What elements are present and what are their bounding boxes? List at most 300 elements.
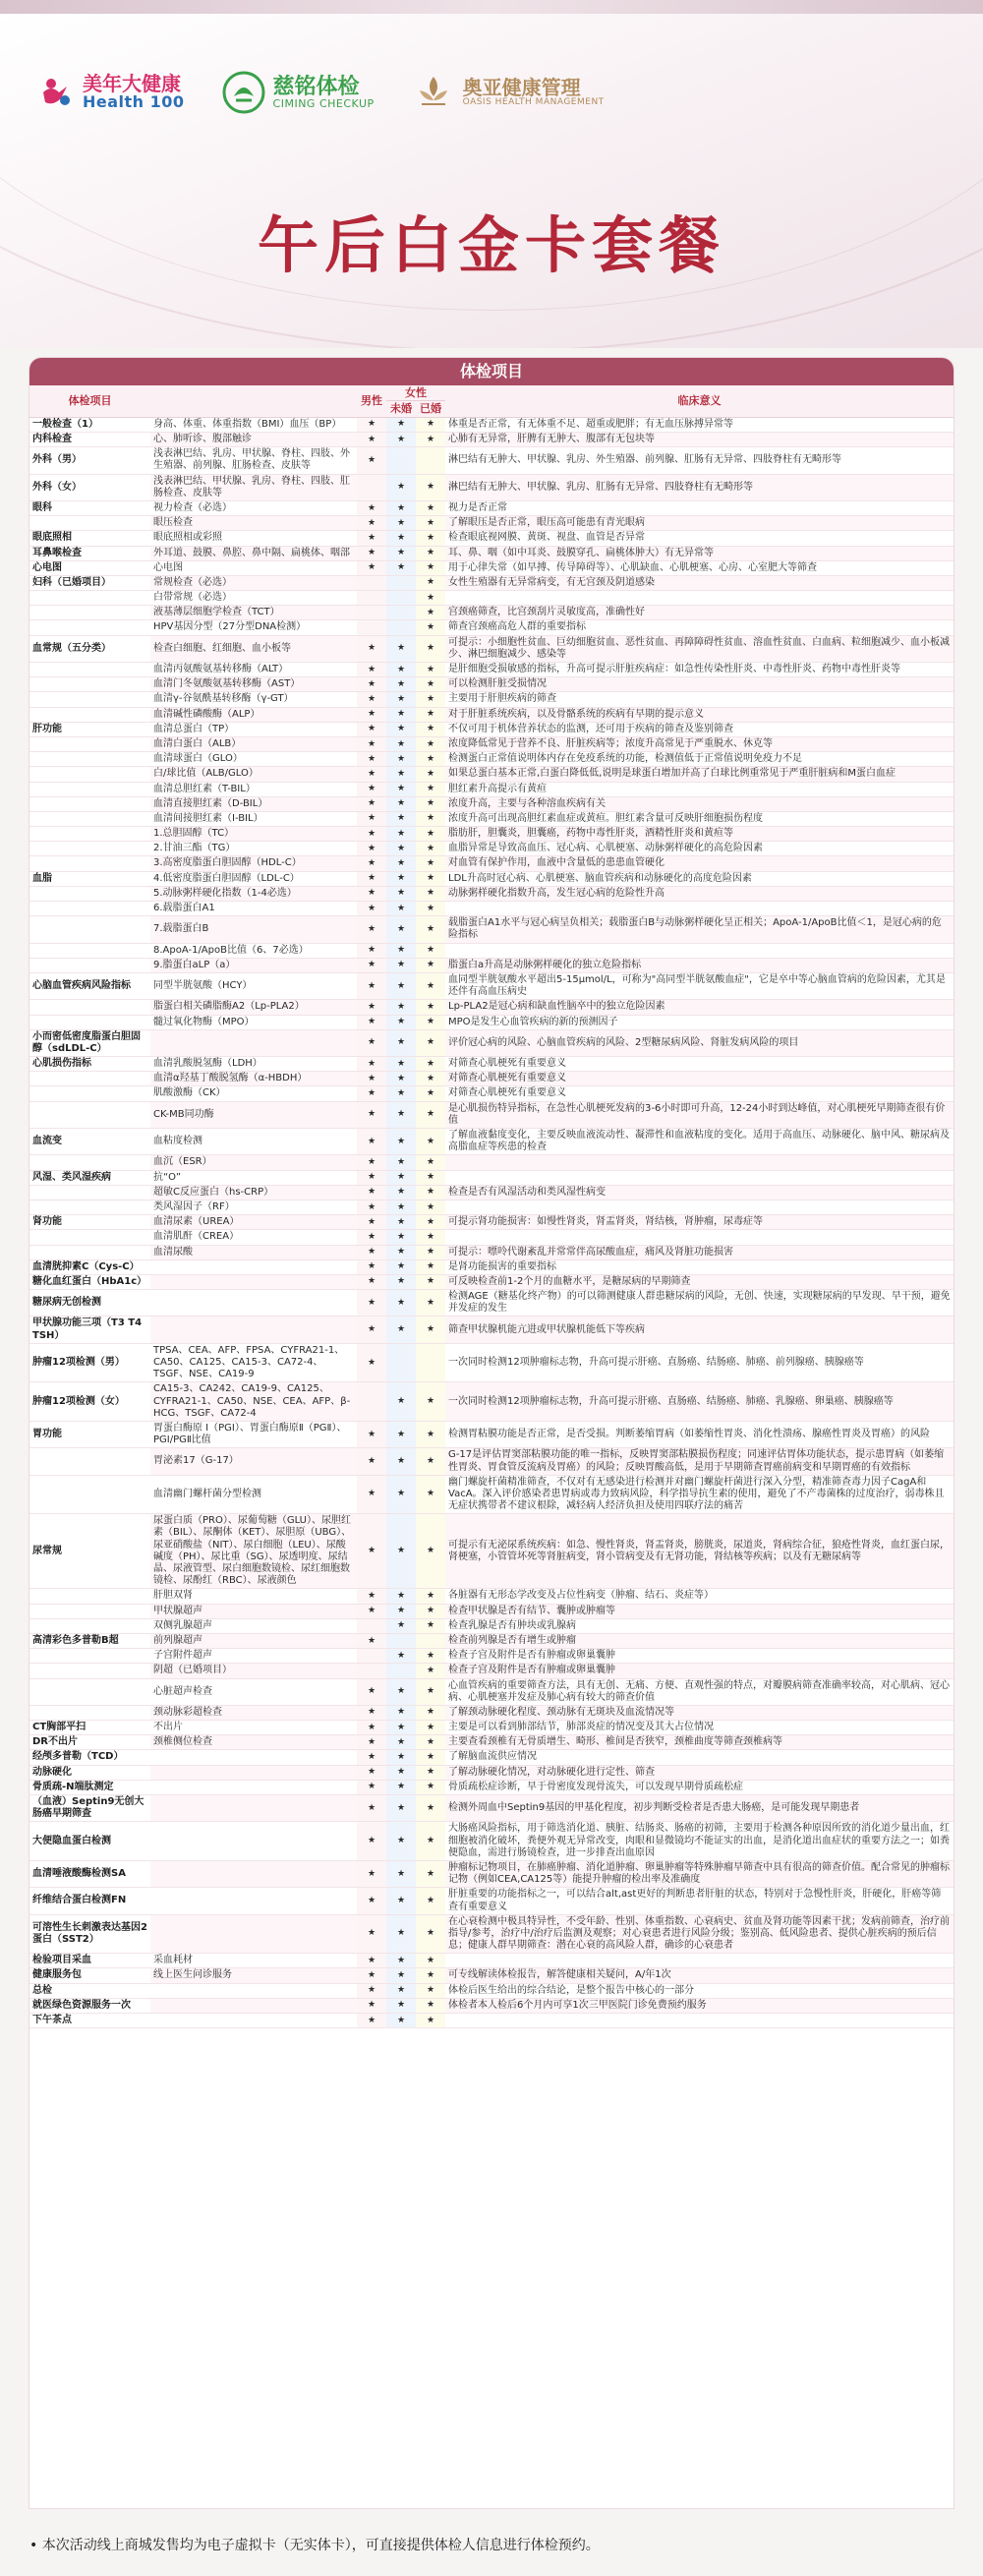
clinical-cell: 是肝细胞受损敏感的指标，升高可提示肝脏疾病症：如急性传染性肝炎、中毒性肝炎、药物中毒性肝炎等 (445, 663, 954, 677)
unmarried-mark: ★ (386, 1968, 416, 1983)
male-mark: ★ (357, 1200, 386, 1214)
table-row (29, 531, 954, 546)
unmarried-mark: ★ (386, 433, 416, 447)
table-row (29, 1514, 954, 1589)
unmarried-mark: ★ (386, 692, 416, 707)
item-cell: 心脏超声检查 (150, 1678, 357, 1705)
male-mark: ★ (357, 736, 386, 751)
table-row (29, 1029, 954, 1056)
category-cell: 下午茶点 (29, 2014, 150, 2028)
item-cell: 4.低密度脂蛋白胆固醇（LDL-C） (150, 871, 357, 886)
item-cell: 抗“O” (150, 1170, 357, 1185)
table-row (29, 1649, 954, 1664)
male-mark: ★ (357, 796, 386, 811)
male-mark: ★ (357, 1954, 386, 1968)
married-mark: ★ (416, 916, 445, 943)
table-row (29, 958, 954, 972)
item-cell: 肝胆双肾 (150, 1589, 357, 1604)
package-table (29, 385, 954, 2028)
married-mark: ★ (416, 1795, 445, 1822)
category-cell: 糖尿病无创检测 (29, 1290, 150, 1317)
clinical-cell: MPO是发生心血管疾病的新的预测因子 (445, 1015, 954, 1029)
table-row (29, 1998, 954, 2013)
unmarried-mark: ★ (386, 1185, 416, 1200)
header-clinical: 临床意义 (445, 385, 954, 417)
male-mark: ★ (357, 1860, 386, 1887)
married-mark: ★ (416, 972, 445, 999)
item-cell: 血清总胆红素（T-BIL） (150, 782, 357, 796)
married-mark: ★ (416, 1954, 445, 1968)
table-row (29, 575, 954, 590)
married-mark: ★ (416, 811, 445, 826)
category-cell (29, 782, 150, 796)
clinical-cell: 检测胃粘膜功能是否正常，是否受损。判断萎缩胃病（如萎缩性胃炎、消化性溃疡、腺癌性胃炎及胃癌）的风险 (445, 1421, 954, 1447)
table-row (29, 1200, 954, 1214)
category-cell: 肝功能 (29, 722, 150, 736)
clinical-cell: 心肺有无异常，肝脾有无肿大、腹部有无包块等 (445, 433, 954, 447)
item-cell: CK-MB同功酶 (150, 1101, 357, 1128)
clinical-cell: 体检者本人检后6个月内可享1次三甲医院门诊免费预约服务 (445, 1998, 954, 2013)
category-cell: 血清胱抑素C（Cys-C） (29, 1259, 150, 1274)
married-mark: ★ (416, 1983, 445, 1998)
male-mark (357, 575, 386, 590)
male-mark (357, 1618, 386, 1633)
item-cell: 血清门冬氨酸氨基转移酶（AST） (150, 677, 357, 692)
brand-name-en: Health 100 (83, 92, 185, 112)
table-row (29, 736, 954, 751)
clinical-cell: 筛查宫颈癌高危人群的重要指标 (445, 620, 954, 635)
male-mark: ★ (357, 1274, 386, 1289)
brand-logos (39, 71, 605, 114)
married-mark: ★ (416, 752, 445, 767)
unmarried-mark (386, 1633, 416, 1648)
clinical-cell (445, 943, 954, 958)
item-cell: 子宫附件超声 (150, 1649, 357, 1664)
unmarried-mark: ★ (386, 1983, 416, 1998)
table-row (29, 1589, 954, 1604)
clinical-cell: 用于心律失常（如早搏、传导障碍等）、心肌缺血、心肌梗塞、心房、心室肥大等筛查 (445, 560, 954, 575)
table-row (29, 1983, 954, 1998)
category-cell (29, 811, 150, 826)
table-row (29, 1343, 954, 1382)
category-cell: 健康服务包 (29, 1968, 150, 1983)
table-row (29, 1382, 954, 1422)
male-mark: ★ (357, 560, 386, 575)
male-mark: ★ (357, 1086, 386, 1101)
brand-name-en: CIMING CHECKUP (272, 96, 375, 110)
category-cell (29, 516, 150, 531)
unmarried-mark: ★ (386, 1317, 416, 1343)
married-mark: ★ (416, 1290, 445, 1317)
table-row (29, 1317, 954, 1343)
category-cell (29, 1678, 150, 1705)
brand-name: 美年大健康 (83, 72, 181, 96)
header-male: 男性 (357, 385, 386, 417)
category-cell: 血清唾液酸酶检测SA (29, 1860, 150, 1887)
item-cell (150, 1765, 357, 1780)
married-mark: ★ (416, 606, 445, 620)
unmarried-mark: ★ (386, 1822, 416, 1861)
married-mark: ★ (416, 1274, 445, 1289)
unmarried-mark (386, 575, 416, 590)
header-banner (0, 14, 983, 348)
category-cell (29, 736, 150, 751)
item-cell: 9.脂蛋白aLP（a） (150, 958, 357, 972)
category-cell (29, 752, 150, 767)
category-cell (29, 692, 150, 707)
category-cell (29, 1705, 150, 1720)
married-mark: ★ (416, 1155, 445, 1170)
unmarried-mark (386, 620, 416, 635)
clinical-cell: 可提示有无泌尿系统疾病：如急、慢性肾炎，肾盂肾炎，膀胱炎，尿道炎，肾病综合征，狼疮性肾炎，血红蛋白尿，肾梗塞，小管管坏死等肾脏病变，肾小管病变及有无肾功能，肾结核等疾病；以及有无糖尿病等 (445, 1514, 954, 1589)
brand-ciming (222, 71, 375, 114)
category-cell (29, 677, 150, 692)
married-mark (416, 1343, 445, 1382)
clinical-cell: 大肠癌风险指标，用于筛选消化道、胰脏、结肠炎、肠癌的初筛，主要用于检测各种原因所致的消化道少量出血，红细胞被消化破坏，粪便外观无异常改变，肉眼和显微镜均不能证实的出血，是消化道出血症状的重要方法之一；如粪便隐血，需进行肠镜检查，进一步排查出血原因 (445, 1822, 954, 1861)
married-mark: ★ (416, 1101, 445, 1128)
item-cell (150, 1780, 357, 1794)
item-cell: 1.总胆固醇（TC） (150, 827, 357, 842)
item-cell: 甲状腺超声 (150, 1604, 357, 1618)
unmarried-mark: ★ (386, 635, 416, 662)
married-mark: ★ (416, 1618, 445, 1633)
table-row (29, 1155, 954, 1170)
table-body (29, 417, 954, 2027)
item-cell (150, 1029, 357, 1056)
category-cell (29, 1589, 150, 1604)
item-cell: 脂蛋白相关磷脂酶A2（Lp-PLA2） (150, 1000, 357, 1015)
male-mark: ★ (357, 635, 386, 662)
clinical-cell: 检查乳腺是否有肿块或乳腺病 (445, 1618, 954, 1633)
category-cell (29, 620, 150, 635)
table-row (29, 1015, 954, 1029)
table-row (29, 677, 954, 692)
clinical-cell (445, 1155, 954, 1170)
male-mark: ★ (357, 1343, 386, 1382)
married-mark: ★ (416, 1705, 445, 1720)
table-row (29, 972, 954, 999)
clinical-cell: 视力是否正常 (445, 500, 954, 515)
unmarried-mark: ★ (386, 474, 416, 500)
item-cell: 血清肌酐（CREA） (150, 1230, 357, 1245)
married-mark: ★ (416, 1860, 445, 1887)
table-row (29, 560, 954, 575)
unmarried-mark: ★ (386, 1914, 416, 1954)
married-mark: ★ (416, 591, 445, 606)
male-mark: ★ (357, 1678, 386, 1705)
item-cell: 采血耗材 (150, 1954, 357, 1968)
table-row (29, 1765, 954, 1780)
male-mark: ★ (357, 447, 386, 474)
category-cell: 高清彩色多普勒B超 (29, 1633, 150, 1648)
male-mark: ★ (357, 1000, 386, 1015)
clinical-cell: 浓度升高，主要与各种溶血疾病有关 (445, 796, 954, 811)
male-mark: ★ (357, 1185, 386, 1200)
unmarried-mark (386, 1664, 416, 1678)
clinical-cell: 了解血液黏度变化，主要反映血液流动性、凝滞性和血液粘度的变化。适用于高血压、动脉硬化、脑中风、糖尿病及高脂血症等疾患的检查 (445, 1129, 954, 1155)
clinical-cell (445, 591, 954, 606)
table-row (29, 1086, 954, 1101)
item-cell: 7.载脂蛋白B (150, 916, 357, 943)
married-mark: ★ (416, 1448, 445, 1475)
unmarried-mark: ★ (386, 2014, 416, 2028)
unmarried-mark: ★ (386, 1015, 416, 1029)
unmarried-mark: ★ (386, 663, 416, 677)
item-cell: 5.动脉粥样硬化指数（1-4必选） (150, 886, 357, 901)
male-mark: ★ (357, 1721, 386, 1735)
married-mark: ★ (416, 635, 445, 662)
category-cell: 一般检查（1） (29, 417, 150, 432)
unmarried-mark: ★ (386, 886, 416, 901)
married-mark: ★ (416, 2014, 445, 2028)
male-mark: ★ (357, 1259, 386, 1274)
married-mark: ★ (416, 474, 445, 500)
unmarried-mark: ★ (386, 516, 416, 531)
clinical-cell (445, 902, 954, 916)
unmarried-mark: ★ (386, 1954, 416, 1968)
category-cell (29, 1618, 150, 1633)
table-row (29, 1678, 954, 1705)
unmarried-mark: ★ (386, 796, 416, 811)
male-mark: ★ (357, 1072, 386, 1086)
male-mark: ★ (357, 1604, 386, 1618)
clinical-cell: 检查甲状腺是否有结节、囊肿或肿瘤等 (445, 1604, 954, 1618)
table-row (29, 827, 954, 842)
item-cell: 白/球比值（ALB/GLO） (150, 767, 357, 782)
unmarried-mark: ★ (386, 1245, 416, 1259)
table-row (29, 1633, 954, 1648)
married-mark: ★ (416, 782, 445, 796)
item-cell: 线上医生问诊服务 (150, 1968, 357, 1983)
table-row (29, 722, 954, 736)
male-mark (357, 620, 386, 635)
table-row (29, 546, 954, 560)
category-cell: 妇科（已婚项目） (29, 575, 150, 590)
male-mark: ★ (357, 1421, 386, 1447)
unmarried-mark (386, 447, 416, 474)
category-cell (29, 958, 150, 972)
married-mark: ★ (416, 958, 445, 972)
male-mark: ★ (357, 1129, 386, 1155)
ciming-logo-icon (222, 71, 265, 114)
table-row (29, 886, 954, 901)
item-cell: 浅表淋巴结、乳房、甲状腺、脊柱、四肢、外生殖器、前列腺、肛肠检查、皮肤等 (150, 447, 357, 474)
male-mark: ★ (357, 902, 386, 916)
married-mark (416, 1633, 445, 1648)
married-mark: ★ (416, 736, 445, 751)
category-cell: 内科检查 (29, 433, 150, 447)
married-mark: ★ (416, 856, 445, 871)
table-row (29, 1604, 954, 1618)
item-cell: 血粘度检测 (150, 1129, 357, 1155)
table-row (29, 1664, 954, 1678)
unmarried-mark: ★ (386, 972, 416, 999)
unmarried-mark: ★ (386, 958, 416, 972)
item-cell: 髓过氧化物酶（MPO） (150, 1015, 357, 1029)
item-cell: 前列腺超声 (150, 1633, 357, 1648)
item-cell (150, 1795, 357, 1822)
male-mark: ★ (357, 972, 386, 999)
item-cell: 血清球蛋白（GLO） (150, 752, 357, 767)
unmarried-mark: ★ (386, 417, 416, 432)
unmarried-mark: ★ (386, 1000, 416, 1015)
married-mark: ★ (416, 842, 445, 856)
married-mark: ★ (416, 1215, 445, 1230)
item-cell: CA15-3、CA242、CA19-9、CA125、CYFRA21-1、CA50、NSE、CEA、AFP、β-HCG、TSGF、CA72-4 (150, 1382, 357, 1422)
married-mark: ★ (416, 1382, 445, 1422)
married-mark: ★ (416, 1200, 445, 1214)
table-row (29, 1822, 954, 1861)
married-mark: ★ (416, 796, 445, 811)
item-cell: 8.ApoA-1/ApoB比值（6、7必选） (150, 943, 357, 958)
category-cell: 小而密低密度脂蛋白胆固醇（sdLDL-C） (29, 1029, 150, 1056)
table-row (29, 1185, 954, 1200)
married-mark: ★ (416, 1735, 445, 1750)
married-mark: ★ (416, 943, 445, 958)
clinical-cell: 一次同时检测12项肿瘤标志物，升高可提示肝癌、直肠癌、结肠癌、肺癌、乳腺癌、卵巢癌、胰腺癌等 (445, 1382, 954, 1422)
married-mark: ★ (416, 902, 445, 916)
clinical-cell: 检查子宫及附件是否有肿瘤或卵巢囊肿 (445, 1664, 954, 1678)
item-cell: 血清幽门螺杆菌分型检测 (150, 1475, 357, 1514)
category-cell: 风湿、类风湿疾病 (29, 1170, 150, 1185)
table-row (29, 663, 954, 677)
male-mark: ★ (357, 1589, 386, 1604)
clinical-cell: 检测外周血中Septin9基因的甲基化程度，初步判断受检者是否患大肠癌，是可能发现早期患者 (445, 1795, 954, 1822)
unmarried-mark: ★ (386, 1678, 416, 1705)
clinical-cell: 淋巴结有无肿大、甲状腺、乳房、肛肠有无异常、四肢脊柱有无畸形等 (445, 474, 954, 500)
clinical-cell: 耳、鼻、咽（如中耳炎、鼓膜穿孔、扁桃体肿大）有无异常等 (445, 546, 954, 560)
clinical-cell: 可反映检查前1-2个月的血糖水平，是糖尿病的早期筛查 (445, 1274, 954, 1289)
clinical-cell: 血同型半胱氨酸水平超出5-15μmol/L，可称为"高同型半胱氨酸血症"，它是卒中等心脑血管病的危险因素，尤其是还伴有高血压病史 (445, 972, 954, 999)
category-cell: 血流变 (29, 1129, 150, 1155)
unmarried-mark: ★ (386, 752, 416, 767)
married-mark: ★ (416, 1259, 445, 1274)
married-mark: ★ (416, 433, 445, 447)
category-cell (29, 856, 150, 871)
clinical-cell: 检查前列腺是否有增生或肿瘤 (445, 1633, 954, 1648)
male-mark: ★ (357, 752, 386, 767)
male-mark: ★ (357, 1155, 386, 1170)
male-mark: ★ (357, 958, 386, 972)
clinical-cell: 检测AGE（糖基化终产物）的可以筛测健康人群患糖尿病的风险，无创、快速，实现糖尿病的早发现、早干预，避免并发症的发生 (445, 1290, 954, 1317)
unmarried-mark: ★ (386, 707, 416, 722)
clinical-cell: 脂肪肝，胆囊炎，胆囊癌，药物中毒性肝炎，酒精性肝炎和黄疸等 (445, 827, 954, 842)
unmarried-mark: ★ (386, 871, 416, 886)
item-cell (150, 1750, 357, 1765)
married-mark: ★ (416, 1664, 445, 1678)
category-cell: 纤维结合蛋白检测FN (29, 1888, 150, 1914)
unmarried-mark: ★ (386, 546, 416, 560)
category-cell: 大便隐血蛋白检测 (29, 1822, 150, 1861)
table-row (29, 591, 954, 606)
table-row (29, 1245, 954, 1259)
item-cell: 白带常规（必选） (150, 591, 357, 606)
table-row (29, 943, 954, 958)
clinical-cell (445, 1200, 954, 1214)
clinical-cell: 一次同时检测12项肿瘤标志物，升高可提示肝癌、直肠癌、结肠癌、肺癌、前列腺癌、胰腺癌等 (445, 1343, 954, 1382)
page-title: 午后白金卡套餐 (257, 209, 725, 281)
unmarried-mark: ★ (386, 1795, 416, 1822)
item-cell (150, 1983, 357, 1998)
item-cell (150, 1290, 357, 1317)
unmarried-mark: ★ (386, 811, 416, 826)
category-cell: 耳鼻喉检查 (29, 546, 150, 560)
male-mark: ★ (357, 1968, 386, 1983)
male-mark: ★ (357, 856, 386, 871)
category-cell (29, 943, 150, 958)
clinical-cell (445, 1170, 954, 1185)
table-row (29, 2014, 954, 2028)
clinical-cell: 对筛查心肌梗死有重要意义 (445, 1086, 954, 1101)
unmarried-mark: ★ (386, 677, 416, 692)
item-cell: 血清尿素（UREA） (150, 1215, 357, 1230)
category-cell: 肿瘤12项检测（女） (29, 1382, 150, 1422)
male-mark: ★ (357, 811, 386, 826)
clinical-cell: 肿瘤标记物项目，在肺癌肿瘤、消化道肿瘤、卵巢肿瘤等特殊肿瘤早筛查中具有很高的筛查价值。配合常见的肿瘤标记物（例如CEA,CA125等）能提升肿瘤的检出率及准确度 (445, 1860, 954, 1887)
item-cell: HPV基因分型（27分型DNA检测） (150, 620, 357, 635)
item-cell: 血清乳酸脱氢酶（LDH） (150, 1057, 357, 1072)
male-mark: ★ (357, 1914, 386, 1954)
male-mark: ★ (357, 1705, 386, 1720)
item-cell: 阴超（已婚项目） (150, 1664, 357, 1678)
unmarried-mark: ★ (386, 1589, 416, 1604)
married-mark: ★ (416, 1604, 445, 1618)
top-decor-bar (0, 0, 983, 14)
clinical-cell: 可提示：嘌呤代谢紊乱并常常伴高尿酸血症，痛风及肾脏功能损害 (445, 1245, 954, 1259)
category-cell: CT胸部平扫 (29, 1721, 150, 1735)
item-cell: 颈动脉彩超检查 (150, 1705, 357, 1720)
male-mark: ★ (357, 842, 386, 856)
item-cell: 血清碱性磷酸酶（ALP） (150, 707, 357, 722)
item-cell: 血清γ-谷氨酰基转移酶（γ-GT） (150, 692, 357, 707)
male-mark: ★ (357, 677, 386, 692)
married-mark: ★ (416, 417, 445, 432)
table-row (29, 1780, 954, 1794)
male-mark: ★ (357, 1448, 386, 1475)
table-row (29, 1101, 954, 1128)
unmarried-mark: ★ (386, 1514, 416, 1589)
unmarried-mark: ★ (386, 1780, 416, 1794)
category-cell: 眼科 (29, 500, 150, 515)
item-cell: 液基薄层细胞学检查（TCT） (150, 606, 357, 620)
brand-name: 慈铭体检 (272, 74, 360, 99)
table-row (29, 1860, 954, 1887)
clinical-cell: 检测蛋白正常值说明体内存在免疫系统的功能，检测值低于正常值说明免疫力不足 (445, 752, 954, 767)
oasis-logo-icon (412, 71, 455, 114)
item-cell: 身高、体重、体重指数（BMI）血压（BP） (150, 417, 357, 432)
item-cell: 眼底照相或彩照 (150, 531, 357, 546)
table-row (29, 433, 954, 447)
married-mark: ★ (416, 827, 445, 842)
meinian-logo-icon (39, 75, 75, 110)
item-cell: 心电图 (150, 560, 357, 575)
unmarried-mark (386, 591, 416, 606)
table-row (29, 1475, 954, 1514)
item-cell (150, 1317, 357, 1343)
table-row (29, 474, 954, 500)
category-cell (29, 1245, 150, 1259)
footnote: • 本次活动线上商城发售均为电子虚拟卡（无实体卡），可直接提供体检人信息进行体检预约。 (29, 2538, 600, 2553)
table-row (29, 1750, 954, 1765)
category-cell: （血液）Septin9无创大肠癌早期筛查 (29, 1795, 150, 1822)
unmarried-mark: ★ (386, 560, 416, 575)
clinical-cell: 了解动脉硬化情况，对动脉硬化进行定性、筛查 (445, 1765, 954, 1780)
table-row (29, 1072, 954, 1086)
male-mark (357, 1382, 386, 1422)
clinical-cell: G-17是评估胃窦部粘膜功能的唯一指标，反映胃窦部粘膜损伤程度；同速评估胃体功能状态，提示患胃病（如萎缩性胃炎、胃食管反流病及胃癌）的风险；反映胃酸高低，是用于早期筛查胃癌前病变和早期胃癌的有效指标 (445, 1448, 954, 1475)
table-title: 体检项目 (29, 358, 954, 385)
male-mark: ★ (357, 1245, 386, 1259)
